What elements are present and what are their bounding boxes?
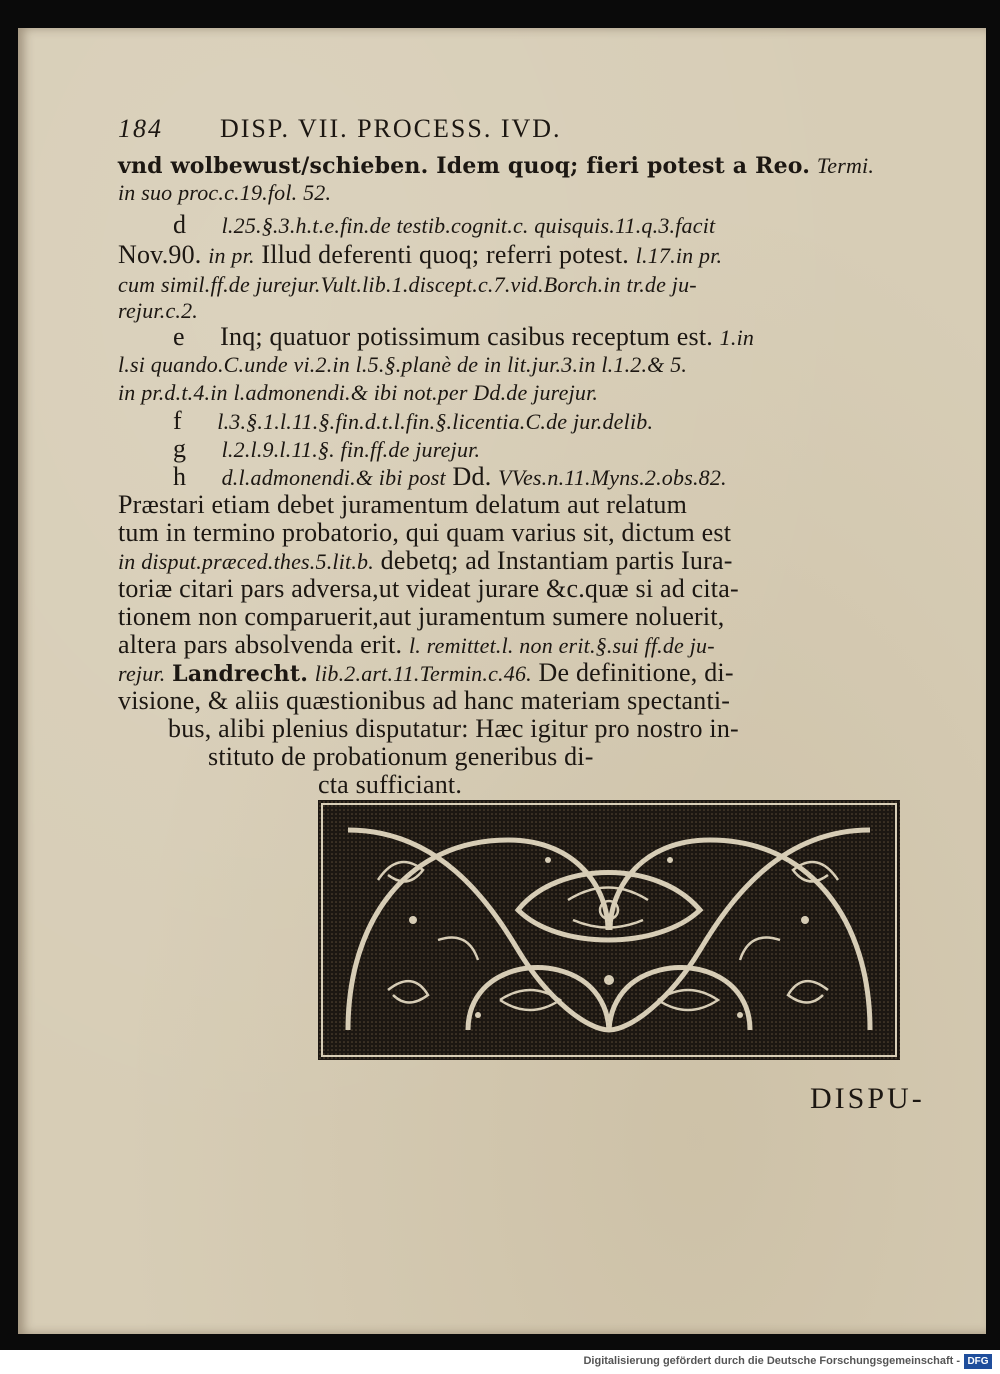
running-header (118, 114, 562, 144)
footnote-line: l.si quando.C.unde vi.2.in l.5.§.planè de in lit.jur.3.in l.1.2.& 5. (118, 352, 688, 377)
text-line: in suo proc.c.19.fol. 52. (118, 180, 332, 205)
text-line: tionem non comparuerit,aut juramentum sumere noluerit, (118, 602, 725, 631)
book-page (18, 28, 986, 1334)
footnote-line: d l.25.§.3.h.t.e.fin.de testib.cognit.c. quisquis.11.q.3.facit (173, 210, 716, 239)
text-line: tum in termino probatorio, qui quam varius sit, dictum est (118, 518, 732, 547)
text-line: bus, alibi plenius disputatur: Hæc igitur pro nostro in- (168, 714, 739, 743)
footnote-line: h d.l.admonendi.& ibi post Dd. VVes.n.11.Myns.2.obs.82. (173, 462, 727, 491)
woodcut-ornament (318, 800, 900, 1060)
dfg-logo: DFG (964, 1354, 992, 1369)
footnote-line: rejur.c.2. (118, 298, 199, 323)
footnote-line: cum simil.ff.de jurejur.Vult.lib.1.discept.c.7.vid.Borch.in tr.de ju- (118, 272, 697, 297)
text-line: toriæ citari pars adversa,ut videat jurare &c.quæ si ad cita- (118, 574, 739, 603)
footnote-line: e Inq; quatuor potissimum casibus receptum est. 1.in (173, 322, 755, 351)
catchword: DISPU- (810, 1082, 925, 1115)
text-line: altera pars absolvenda erit. l. remittet.l. non erit.§.sui ff.de ju- (118, 630, 715, 659)
footnote-line: f l.3.§.1.l.11.§.fin.d.t.l.fin.§.licentia.C.de jur.delib. (173, 406, 654, 435)
running-title: DISP. VII. PROCESS. IVD. (220, 114, 562, 143)
text-line: in disput.præced.thes.5.lit.b. debetq; ad Instantiam partis Iura- (118, 546, 733, 575)
footnote-line: Nov.90. in pr. Illud deferenti quoq; referri potest. l.17.in pr. (118, 240, 723, 269)
text-line: rejur. Landrecht. lib.2.art.11.Termin.c.46. De definitione, di- (118, 658, 734, 687)
text-line: Præstari etiam debet juramentum delatum aut relatum (118, 490, 688, 519)
text-line: vnd wolbewust/schieben. Idem quoq; fieri potest a Reo. Termi. (118, 153, 875, 179)
page-number: 184 (118, 114, 163, 143)
footnote-marker: h (173, 462, 187, 491)
footnote-marker: g (173, 434, 187, 463)
footnote-line: in pr.d.t.4.in l.admonendi.& ibi not.per Dd.de jurejur. (118, 380, 599, 405)
funding-credit: Digitalisierung gefördert durch die Deutsche Forschungsgemeinschaft - (583, 1355, 960, 1367)
footnote-marker: f (173, 406, 182, 435)
footnote-marker: e (173, 322, 185, 351)
text-line: cta sufficiant. (318, 770, 463, 799)
footer-bar (0, 1350, 1000, 1374)
footnote-marker: d (173, 210, 187, 239)
text-line: stituto de probationum generibus di- (208, 742, 594, 771)
text-line: visione, & aliis quæstionibus ad hanc materiam spectanti- (118, 686, 731, 715)
footnote-line: g l.2.l.9.l.11.§. fin.ff.de jurejur. (173, 434, 481, 463)
